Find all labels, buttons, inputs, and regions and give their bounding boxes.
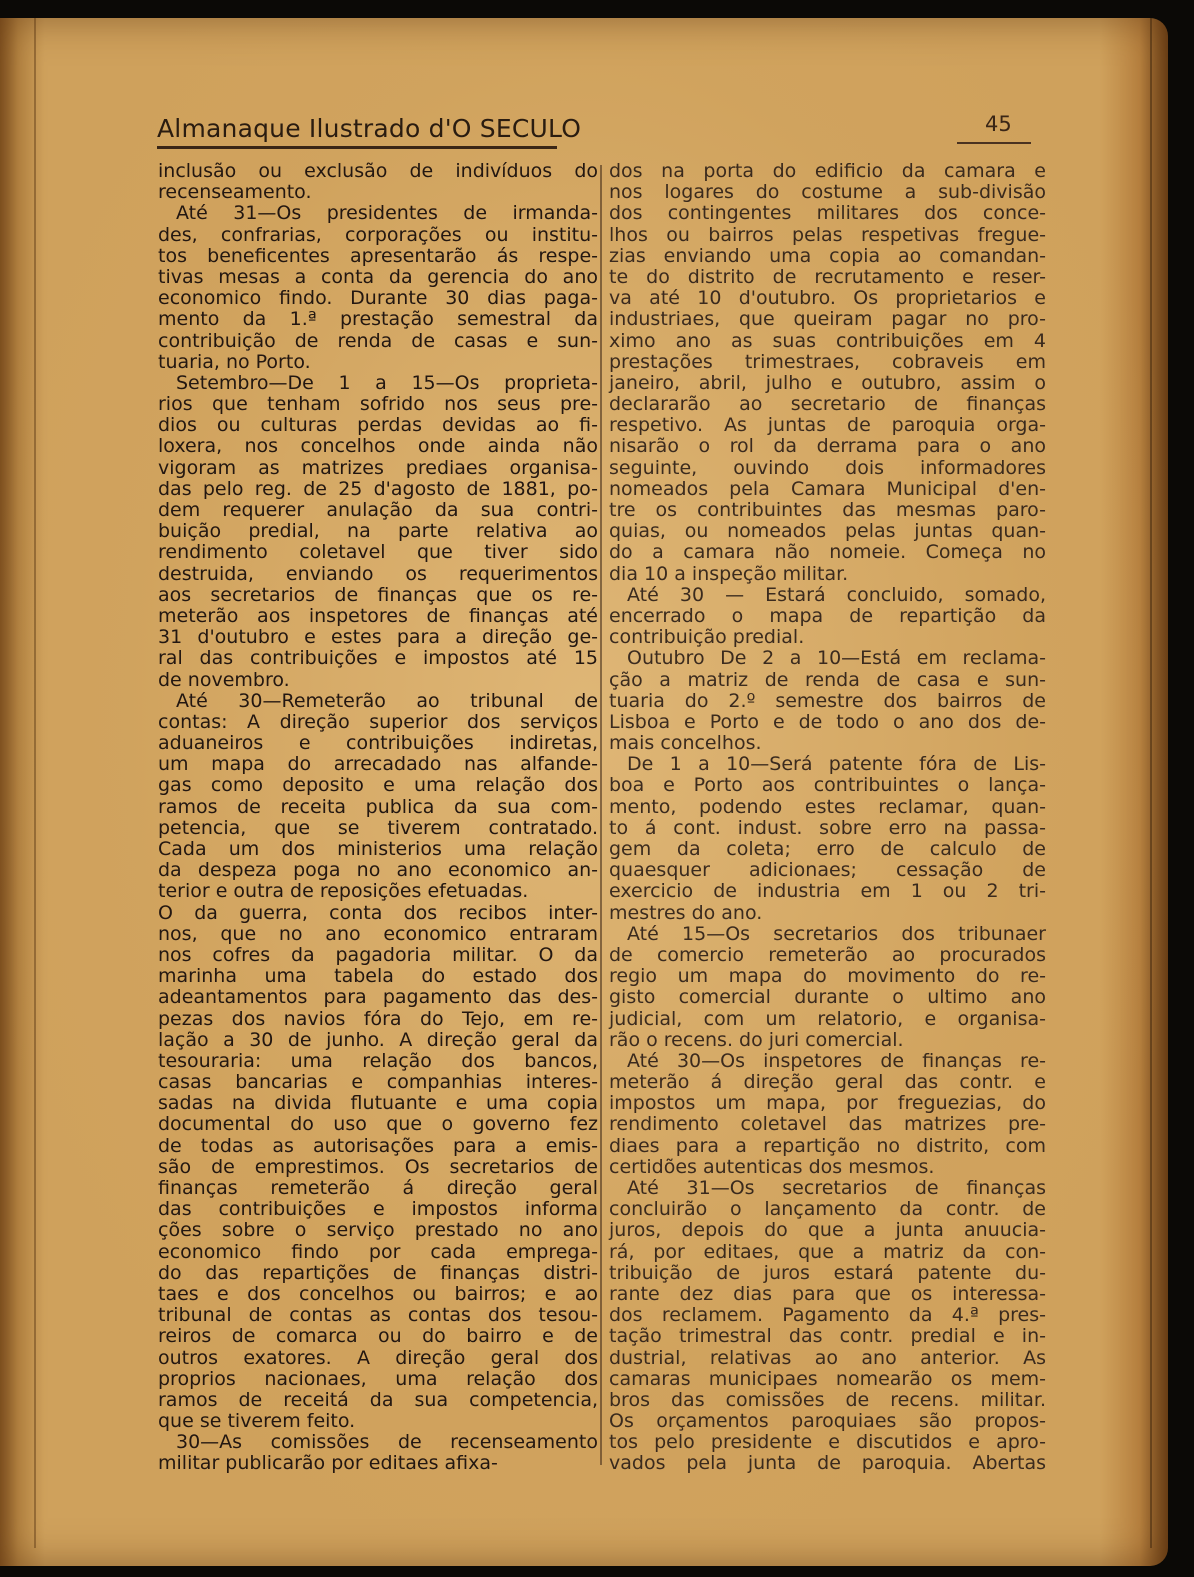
text-line: Os orçamentos paroquiaes são propos- [609,1410,1046,1433]
text-line: são de emprestimos. Os secretarios de [158,1155,598,1178]
text-line: tos pelo presidente e discutidos e apro- [609,1431,1046,1454]
text-line: proprios nacionaes, uma relação dos [158,1367,598,1390]
text-line: Até 30 — Estará concluido, somado, [627,583,1046,606]
text-line: ramos de receita publica da sua com- [158,795,598,818]
text-line: tuaria, no Porto. [158,350,311,373]
text-line: tivas mesas a conta da gerencia do ano [158,265,598,288]
text-line: nos logares do costume a sub-divisão [609,181,1046,204]
text-line: industriaes, que queiram pagar no pro- [609,308,1046,331]
left-column [158,161,598,1475]
text-line: militar publicarão por editaes afixa- [158,1452,498,1475]
text-line: mestres do ano. [609,901,763,924]
text-line: ximo ano as suas contribuições em 4 [609,329,1046,352]
text-line: inclusão ou exclusão de indivíduos do [158,160,598,182]
text-line: contribuição de renda de casas e sun- [158,329,598,352]
text-line: impostos um mapa, por freguezias, do [609,1092,1046,1115]
text-line: sadas na divida flutuante e uma copia [158,1092,598,1115]
text-line: vigoram as matrizes prediaes organisa- [158,456,598,479]
text-line: rendimento coletavel das matrizes pre- [609,1113,1046,1136]
text-line: marinha uma tabela do estado dos [158,965,598,988]
text-line: ramos de receitá da sua competencia, [158,1388,598,1411]
text-line: reiros de comarca ou do bairro e de [158,1325,598,1348]
text-line: do a camara não nomeie. Começa no [609,541,1046,564]
text-line: loxera, nos concelhos onde ainda não [158,435,598,458]
text-line: dustrial, relativas ao ano anterior. As [609,1346,1046,1369]
text-line: tribuição de juros estará patente du- [609,1261,1046,1284]
text-line: ção a matriz de renda de casa e sun- [609,668,1046,691]
page-fold-line [1150,18,1152,1548]
text-line: taes e dos concelhos ou bairros; e ao [158,1282,598,1305]
text-line: mento da 1.ª prestação semestral da [158,308,598,331]
page-edge-line [34,18,36,1548]
text-line: da despeza poga no ano economico an- [158,859,598,882]
text-line: lação a 30 de junho. A direção geral da [158,1028,598,1051]
text-line: petencia, que se tiverem contratado. [158,816,598,839]
text-line: nisarão o rol da derrama para o ano [609,435,1046,458]
text-line: meterão aos inspetores de finanças até [158,604,598,627]
text-line: dia 10 a inspeção militar. [609,562,849,585]
text-line: gisto comercial durante o ultimo ano [609,986,1046,1009]
text-line: Até 31—Os secretarios de finanças [627,1177,1046,1199]
text-line: destruida, enviando os requerimentos [158,562,598,585]
text-line: um mapa do arrecadado nas alfande- [158,753,598,776]
text-line: 31 d'outubro e estes para a direção ge- [158,626,598,649]
text-line: regio um mapa do movimento do re- [609,965,1046,988]
text-line: casas bancarias e companhias interes- [158,1071,598,1094]
text-line: janeiro, abril, julho e outubro, assim o [609,371,1046,394]
text-line: camaras municipaes nomearão os mem- [609,1367,1046,1390]
text-line: Até 31—Os presidentes de irmanda- [176,202,598,225]
text-line: rá, por editaes, que a matriz da con- [609,1240,1046,1263]
text-line: 30—As comissões de recenseamento [176,1431,598,1454]
text-line: do das repartições de finanças distri- [158,1261,598,1284]
text-line: prestações trimestraes, cobraveis em [609,350,1046,373]
text-line: juros, depois do que a junta anuucia- [609,1219,1046,1242]
text-line: nos, que no ano economico entraram [158,922,598,945]
text-line: meterão á direção geral das contr. e [609,1071,1046,1094]
text-line: contribuição predial. [609,626,805,649]
text-line: nos cofres da pagadoria militar. O da [158,943,598,966]
text-line: de todas as autorisações para a emis- [158,1134,598,1157]
text-line: vados pela junta de paroquia. Abertas [609,1452,1046,1475]
running-title: Almanaque Ilustrado d'O SECULO [157,114,582,143]
text-line: mais concelhos. [609,732,762,755]
text-line: terior e outra de reposições efetuadas. [158,880,529,903]
text-line: gem da coleta; erro de calculo de [609,838,1046,860]
text-line: Outubro De 2 a 10—Está em reclama- [627,647,1046,670]
text-line: Até 30—Remeterão ao tribunal de [176,689,598,712]
text-line: gas como deposito e uma relação dos [158,774,598,797]
text-line: mento, podendo estes reclamar, quan- [609,795,1046,818]
text-line: tação trimestral das contr. predial e in- [609,1325,1046,1348]
text-line: rios que tenham sofrido nos seus pre- [158,393,598,416]
text-line: declararão ao secretario de finanças [609,393,1046,416]
text-line: tos beneficentes apresentarão ás respe- [158,244,598,267]
text-line: seguinte, ouvindo dois informadores [609,456,1046,479]
text-line: economico findo por cada emprega- [158,1240,598,1263]
text-line: va até 10 d'outubro. Os proprietarios e [609,287,1046,310]
text-line: quias, ou nomeados pelas juntas quan- [609,520,1046,543]
text-line: bros das comissões de recens. militar. [609,1388,1046,1411]
text-line: rendimento coletavel que tiver sido [158,541,598,564]
text-line: finanças remeterão á direção geral [158,1177,598,1199]
text-line: dios ou culturas perdas devidas ao fi- [158,414,598,437]
text-line: pezas dos navios fóra do Tejo, em re- [158,1007,598,1030]
text-line: quaesquer adicionaes; cessação de [609,859,1046,882]
text-line: buição predial, na parte relativa ao [158,520,598,543]
text-line: outros exatores. A direção geral dos [158,1346,598,1369]
text-line: de novembro. [158,668,290,691]
text-line: ções sobre o serviço prestado no ano [158,1219,598,1242]
page-header [157,108,1035,152]
column-divider [600,165,602,1465]
text-line: dos contingentes militares dos conce- [609,202,1046,225]
title-underline [157,146,557,149]
text-line: zias enviando uma copia ao comandan- [609,244,1046,267]
text-line: recenseamento. [158,181,312,204]
text-line: certidões autenticas dos mesmos. [609,1155,935,1178]
text-line: judicial, com um relatorio, e organisa- [609,1007,1046,1030]
text-line: aos secretarios de finanças que os re- [158,583,598,606]
text-line: economico findo. Durante 30 dias paga- [158,287,598,310]
text-line: O da guerra, conta dos recibos inter- [158,901,598,924]
text-line: Cada um dos ministerios uma relação [158,838,598,860]
text-line: nomeados pela Camara Municipal d'en- [609,477,1046,500]
text-line: to á cont. indust. sobre erro na passa- [609,816,1046,839]
text-line: documental do uso que o governo fez [158,1113,598,1136]
text-line: encerrado o mapa de repartição da [609,604,1046,627]
text-line: Até 30—Os inspetores de finanças re- [627,1049,1046,1072]
text-line: tesouraria: uma relação dos bancos, [158,1049,598,1072]
text-line: diaes para a repartição no distrito, com [609,1134,1046,1157]
text-line: das contribuições e impostos informa [158,1198,598,1221]
text-line: dem requerer anulação da sua contri- [158,499,598,521]
text-line: dos reclamem. Pagamento da 4.ª pres- [609,1304,1046,1327]
text-line: lhos ou bairros pelas respetivas fregue- [609,223,1046,246]
text-line: Até 15—Os secretarios dos tribunaer [627,922,1046,945]
text-line: dos na porta do edificio da camara e [609,160,1046,182]
page-number: 45 [985,112,1012,136]
text-line: De 1 a 10—Será patente fóra de Lis- [627,753,1046,776]
text-line: adeantamentos para pagamento das des- [158,986,598,1009]
text-line: rão o recens. do juri comercial. [609,1028,904,1051]
text-line: exercicio de industria em 1 ou 2 tri- [609,880,1046,903]
text-line: des, confrarias, corporações ou institu- [158,223,598,246]
text-line: tuaria do 2.º semestre dos bairros de [609,689,1046,712]
right-column [609,161,1046,1475]
text-line: contas: A direção superior dos serviços [158,710,598,733]
text-line: rante dez dias para que os interessa- [609,1282,1046,1305]
text-line: te do distrito de recrutamento e reser- [609,265,1046,288]
text-line: concluirão o lançamento da contr. de [609,1198,1046,1221]
text-line: boa e Porto aos contribuintes o lança- [609,774,1046,797]
text-line: respetivo. As juntas de paroquia orga- [609,414,1046,437]
text-line: de comercio remeterão ao procurados [609,943,1046,966]
text-line: ral das contribuições e impostos até 15 [158,647,598,670]
text-line: que se tiverem feito. [158,1410,356,1433]
page-number-underline [957,142,1031,144]
text-line: Lisboa e Porto e de todo o ano dos de- [609,710,1046,733]
text-line: Setembro—De 1 a 15—Os proprieta- [176,371,598,394]
text-line: tribunal de contas as contas dos tesou- [158,1304,598,1327]
text-line: aduaneiros e contribuições indiretas, [158,732,598,755]
text-line: tre os contribuintes das mesmas paro- [609,499,1046,521]
text-line: das pelo reg. de 25 d'agosto de 1881, po- [158,477,598,500]
